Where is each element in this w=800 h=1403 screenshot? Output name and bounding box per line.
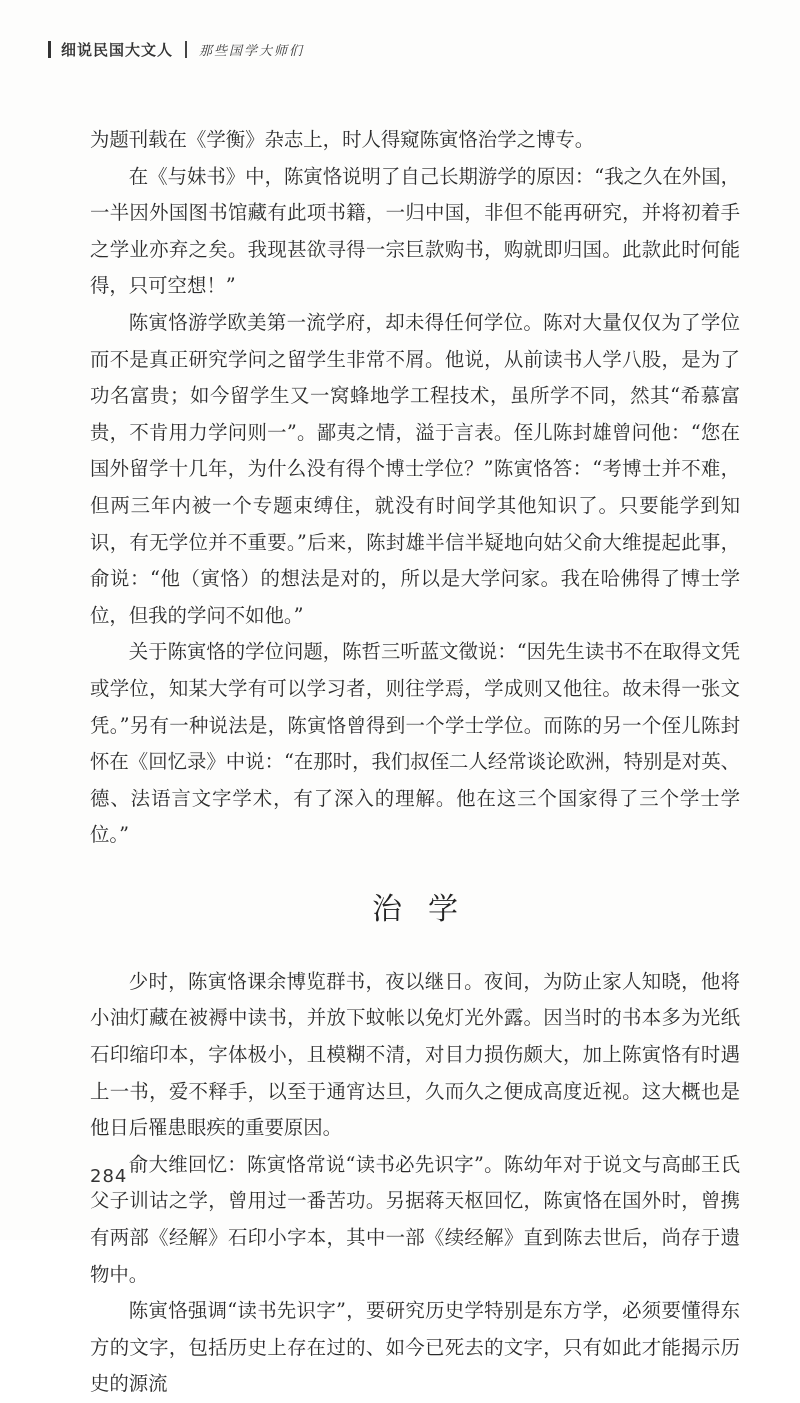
section-title: 治学 [372, 891, 484, 927]
paragraph: 俞大维回忆：陈寅恪常说“读书必先识字”。陈幼年对于说文与高邮王氏父子训诂之学，曾用过一番苦功。另据蒋天枢回忆，陈寅恪在国外时，曾携有两部《经解》石印小字本，其中一部《续经解》直到陈去世后，尚存于遗物中。 [90, 1152, 740, 1286]
paragraph-continued: 为题刊载在《学衡》杂志上，时人得窥陈寅恪治学之博专。 [90, 128, 595, 151]
paragraph: 少时，陈寅恪课余博览群书，夜以继日。夜间，为防止家人知晓，他将小油灯藏在被褥中读书，并放下蚊帐以免灯光外露。因当时的书本多为光纸石印缩印本，字体极小，且模糊不清，对目力损伤颇大，加上陈寅恪有时遇上一书，爱不释手，以至于通宵达旦，久而久之便成高度近视。这大概也是他日后罹患眼疾的重要原因。 [90, 969, 740, 1140]
paragraph: 关于陈寅恪的学位问题，陈哲三听蓝文徵说：“因先生读书不在取得文凭或学位，知某大学有可以学习者，则往学焉，学成则又他往。故未得一张文凭。”另有一种说法是，陈寅恪曾得到一个学士学位。而陈的另一个侄儿陈封怀在《回忆录》中说：“在那时，我们叔侄二人经常谈论欧洲，特别是对英、德、法语言文字学术，有了深入的理解。他在这三个国家得了三个学士学位。” [90, 640, 740, 847]
page-body [90, 122, 740, 1403]
header-chapter-title: 那些国学大师们 [199, 43, 305, 59]
page-number: 284 [90, 1166, 128, 1187]
running-header [48, 36, 304, 62]
header-book-title: 细说民国大文人 [61, 40, 174, 59]
paragraph: 在《与妹书》中，陈寅恪说明了自己长期游学的原因：“我之久在外国，一半因外国图书馆藏有此项书籍，一归中国，非但不能再研究，并将初着手之学业亦弃之矣。我现甚欲寻得一宗巨款购书，购就即归国。此款此时何能得，只可空想！” [90, 164, 740, 298]
paragraph: 陈寅恪游学欧美第一流学府，却未得任何学位。陈对大量仅仅为了学位而不是真正研究学问之留学生非常不屑。他说，从前读书人学八股，是为了功名富贵；如今留学生又一窝蜂地学工程技术，虽所学不同，然其“希慕富贵，不肯用力学问则一”。鄙夷之情，溢于言表。侄儿陈封雄曾问他：“您在国外留学十几年，为什么没有得个博士学位？”陈寅恪答：“考博士并不难，但两三年内被一个专题束缚住，就没有时间学其他知识了。只要能学到知识，有无学位并不重要。”后来，陈封雄半信半疑地向姑父俞大维提起此事，俞说：“他（寅恪）的想法是对的，所以是大学问家。我在哈佛得了博士学位，但我的学问不如他。” [90, 310, 740, 627]
paragraph: 陈寅恪强调“读书先识字”，要研究历史学特别是东方学，必须要懂得东方的文字，包括历史上存在过的、如今已死去的文字，只有如此才能揭示历史的源流 [90, 1299, 740, 1396]
header-left-rule [48, 41, 51, 58]
header-separator [185, 41, 187, 58]
